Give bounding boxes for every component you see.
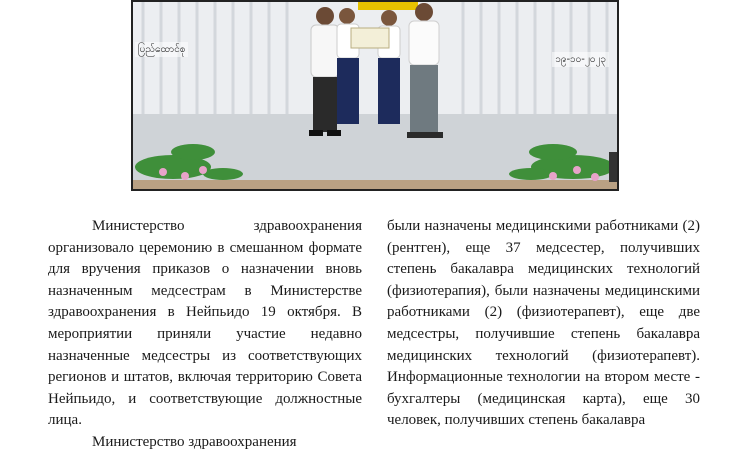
paragraph-continued: были назначены медицинскими работниками (2) (рентген), еще 37 медсестер, получивших степень бакалавра медицинских технологий (физиотерапия), были назначены медицинскими работниками (2) (физиотерапевт), еще две медсестры, получившие степень бакалавра медицинских технологий (физиотерапевт). Информационные технологии на втором месте - бухгалтеры (медицинская карта), еще 30 человек, получивших степень бакалавра xyxy=(387,218,700,429)
ceremony-photo xyxy=(131,0,619,191)
paragraph-1: Министерство здравоохранения организовало церемонию в смешанном формате для вручения приказов о назначении вновь назначенным медсестрам в Министерстве здравоохранения в Нейпьидо 19 октября. В мероприятии приняли участие недавно назначенные медсестры из соответствующих регионов и штатов, включая территорию Совета Нейпьидо, и соответствующие должностные лица. xyxy=(48,218,362,429)
photo-date-caption: ၁၉-၁၀-၂၀၂၃ xyxy=(552,52,609,67)
paragraph-2: Министерство здравоохранения xyxy=(92,433,297,450)
ceremony-illustration xyxy=(133,2,617,189)
article-right-column xyxy=(387,216,700,432)
photo-caption-left: ပြည်ထောင်စု xyxy=(135,42,188,57)
article-left-column xyxy=(48,216,362,454)
